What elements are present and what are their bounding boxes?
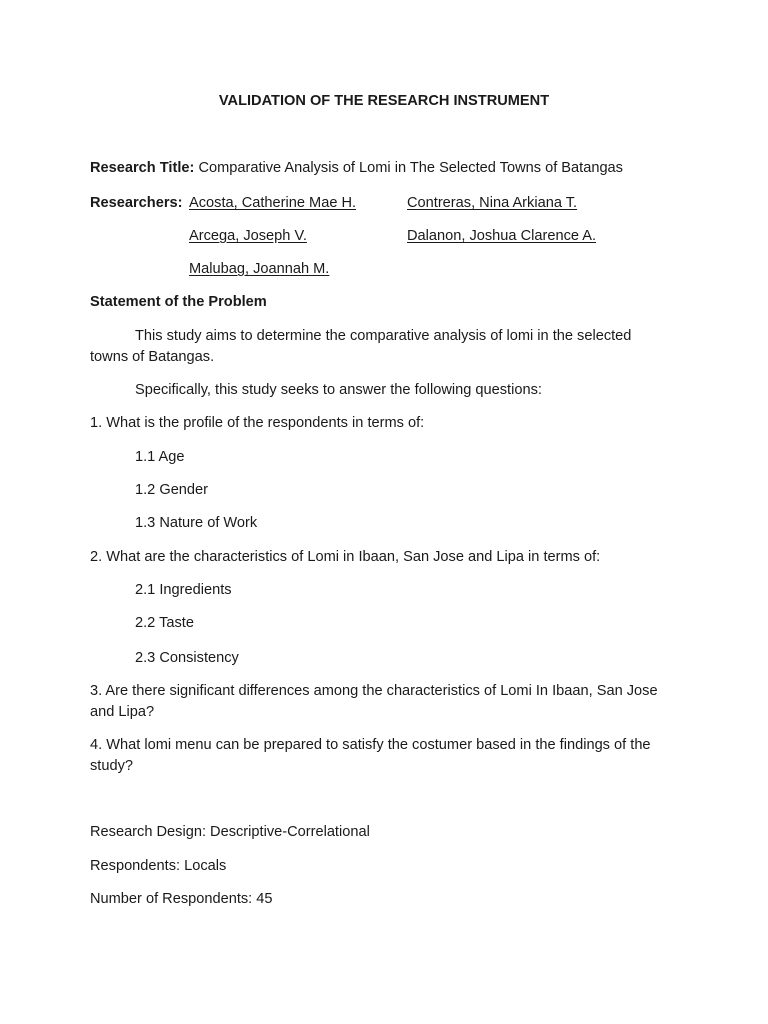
question-4-line: study? xyxy=(90,758,133,774)
question-4-line: 4. What lomi menu can be prepared to satisfy the costumer based in the findings of the xyxy=(90,737,651,753)
document-title: VALIDATION OF THE RESEARCH INSTRUMENT xyxy=(218,93,550,109)
researcher-name: Malubag, Joannah M. xyxy=(189,261,330,277)
researcher-name: Dalanon, Joshua Clarence A. xyxy=(407,228,597,244)
question-1-sub: 1.1 Age xyxy=(135,449,185,465)
intro-paragraph-line: This study aims to determine the comparative analysis of lomi in the selected xyxy=(135,328,632,344)
statement-heading: Statement of the Problem xyxy=(90,294,267,310)
intro-paragraph-line: towns of Batangas. xyxy=(90,349,215,365)
number-of-respondents: Number of Respondents: 45 xyxy=(90,891,273,907)
respondents: Respondents: Locals xyxy=(90,858,227,874)
question-3-line: 3. Are there significant differences among the characteristics of Lomi In Ibaan, San Jose xyxy=(90,683,658,699)
researcher-name: Acosta, Catherine Mae H. xyxy=(189,195,357,211)
question-2-sub: 2.2 Taste xyxy=(135,615,194,631)
researcher-name: Arcega, Joseph V. xyxy=(189,228,307,244)
question-2: 2. What are the characteristics of Lomi in Ibaan, San Jose and Lipa in terms of: xyxy=(90,549,601,565)
specific-sentence: Specifically, this study seeks to answer the following questions: xyxy=(135,382,542,398)
question-1: 1. What is the profile of the respondents in terms of: xyxy=(90,415,425,431)
research-title-line xyxy=(90,159,623,177)
research-title-label: Research Title: xyxy=(90,160,195,176)
researcher-name: Contreras, Nina Arkiana T. xyxy=(407,195,578,211)
research-title-value: Comparative Analysis of Lomi in The Selected Towns of Batangas xyxy=(198,160,623,176)
research-design: Research Design: Descriptive-Correlational xyxy=(90,824,370,840)
question-2-sub: 2.3 Consistency xyxy=(135,650,239,666)
question-2-sub: 2.1 Ingredients xyxy=(135,582,232,598)
question-1-sub: 1.2 Gender xyxy=(135,482,209,498)
researchers-label: Researchers: xyxy=(90,195,183,211)
question-1-sub: 1.3 Nature of Work xyxy=(135,515,258,531)
question-3-line: and Lipa? xyxy=(90,704,155,720)
